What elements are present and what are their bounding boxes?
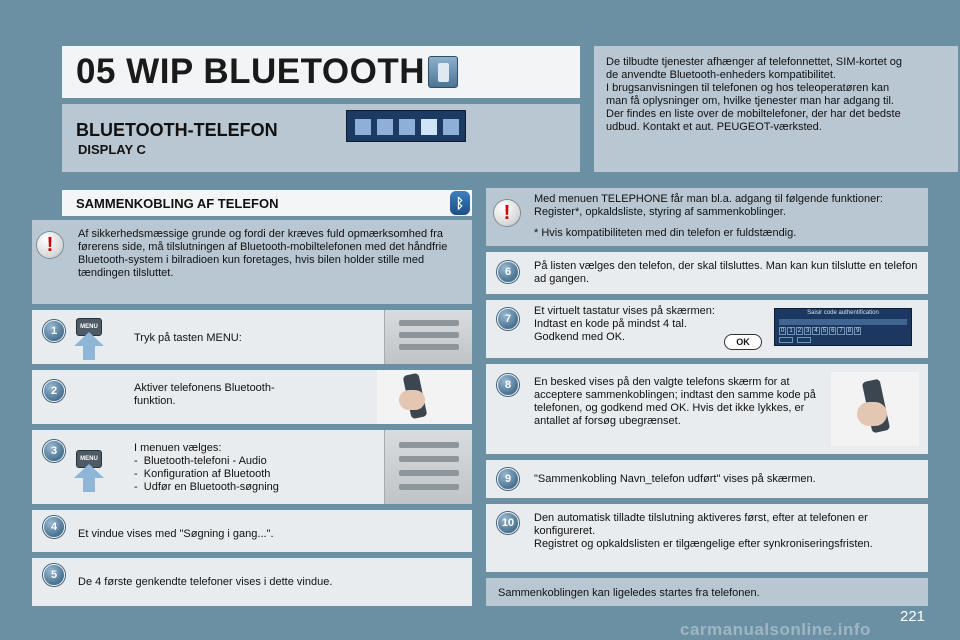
pairing-heading: SAMMENKOBLING AF TELEFON bbox=[76, 196, 279, 211]
display-screen-thumbnail bbox=[346, 110, 466, 142]
digit-key[interactable]: 7 bbox=[839, 328, 843, 334]
hand-phone-image bbox=[831, 372, 919, 446]
digit-key[interactable]: 8 bbox=[847, 328, 852, 334]
digit-key[interactable]: 3 bbox=[806, 328, 810, 334]
watermark: carmanualsonline.info bbox=[680, 620, 871, 639]
menu-option: - Konfiguration af Bluetooth bbox=[134, 468, 271, 480]
step-text: Den automatisk tilladte tilslutning aktiveres først, efter at telefonen er konfigureret. Registret og opkaldslisten er tilgængelige efter synkroniseringsfristen. bbox=[534, 512, 873, 550]
radio-panel-image bbox=[384, 310, 472, 364]
screen-title: Saisir code authentification bbox=[807, 310, 879, 316]
step-3-box bbox=[32, 430, 472, 504]
safety-warning-text: Af sikkerhedsmæssige grunde og fordi der kræves fuld opmærksomhed fra førerens side, må tilslutningen af Bluetooth-mobiltelefonen med det håndfrie Bluetooth-system i bilradioen kun foretages, hvis bilen holder stille med tændingen tilsluttet. bbox=[78, 228, 448, 279]
step-number: 3 bbox=[43, 440, 65, 462]
footer-note: Sammenkoblingen kan ligeledes startes fra telefonen. bbox=[498, 587, 760, 599]
step-number: 4 bbox=[43, 516, 65, 538]
warning-icon: ! bbox=[494, 200, 520, 226]
step-number: 8 bbox=[497, 374, 519, 396]
intro-box bbox=[594, 46, 958, 172]
step-number: 1 bbox=[43, 320, 65, 342]
ok-button[interactable]: OK bbox=[724, 334, 762, 350]
page-number: 221 bbox=[900, 608, 926, 625]
step-text: Tryk på tasten MENU: bbox=[134, 332, 242, 344]
menu-button-icon: MENU bbox=[74, 450, 104, 492]
step-7-box bbox=[486, 300, 928, 358]
digit-key[interactable]: 5 bbox=[822, 328, 827, 334]
step-6-box bbox=[486, 252, 928, 294]
compatibility-note: * Hvis kompatibiliteten med din telefon er fuldstændig. bbox=[534, 227, 797, 239]
section-title: BLUETOOTH-TELEFON bbox=[76, 120, 278, 140]
radio-panel-image bbox=[384, 430, 472, 504]
footer-note-box bbox=[486, 578, 928, 606]
phone-icon bbox=[428, 56, 458, 88]
step-intro: I menuen vælges: bbox=[134, 442, 222, 454]
bluetooth-icon: ᛒ bbox=[450, 191, 470, 215]
page-title: 05 WIP BLUETOOTH bbox=[76, 52, 425, 91]
telephone-menu-text: Med menuen TELEPHONE får man bl.a. adgang til følgende funktioner: Register*, opkaldsliste, styring af sammenkoblinger. bbox=[534, 193, 883, 218]
title-banner bbox=[62, 46, 580, 98]
digit-key[interactable]: 6 bbox=[831, 328, 835, 334]
step-2-box bbox=[32, 370, 472, 424]
step-10-box bbox=[486, 504, 928, 572]
step-text: "Sammenkobling Navn_telefon udført" vises på skærmen. bbox=[534, 473, 816, 485]
step-text: Aktiver telefonens Bluetooth-funktion. bbox=[134, 382, 275, 407]
section-header bbox=[62, 104, 580, 172]
step-number: 6 bbox=[497, 261, 519, 283]
pairing-heading-box bbox=[62, 190, 472, 216]
digit-key[interactable]: 0 bbox=[781, 328, 785, 334]
digit-key[interactable]: 9 bbox=[856, 328, 860, 334]
step-number: 2 bbox=[43, 380, 65, 402]
digit-key[interactable]: 1 bbox=[789, 328, 793, 334]
step-text: De 4 første genkendte telefoner vises i dette vindue. bbox=[78, 576, 333, 588]
display-label: DISPLAY C bbox=[78, 142, 146, 157]
virtual-keyboard-screen bbox=[774, 308, 912, 346]
step-number: 5 bbox=[43, 564, 65, 586]
step-text: En besked vises på den valgte telefons skærm for at acceptere sammenkoblingen; indtast den samme kode på telefonen, og godkend med OK. Hvis det ikke lykkes, er antallet af forsøg ubegrænset. bbox=[534, 376, 816, 427]
digit-key[interactable]: 2 bbox=[797, 328, 802, 334]
step-8-box bbox=[486, 364, 928, 454]
intro-text: De tilbudte tjenester afhænger af telefonnettet, SIM-kortet og de anvendte Bluetooth-enheders kompatibilitet. I brugsanvisningen til telefonen og hos teleoperatøren kan man få oplysninger om, hvilke tjenester man har adgang til. Der findes en liste over de mobiltelefoner, der har det bedste udbud. Kontakt et aut. PEUGEOT-værksted. bbox=[606, 56, 902, 133]
safety-warning-box bbox=[32, 220, 472, 304]
step-number: 7 bbox=[497, 308, 519, 330]
step-text: Et vindue vises med "Søgning i gang...". bbox=[78, 528, 274, 540]
step-9-box bbox=[486, 460, 928, 498]
step-number: 9 bbox=[497, 468, 519, 490]
step-number: 10 bbox=[497, 512, 519, 534]
step-1-box bbox=[32, 310, 472, 364]
telephone-menu-warning-box bbox=[486, 188, 928, 246]
step-5-box bbox=[32, 558, 472, 606]
hand-phone-image bbox=[377, 370, 472, 424]
step-text: Et virtuelt tastatur vises på skærmen: Indtast en kode på mindst 4 tal. Godkend med OK. bbox=[534, 305, 715, 343]
menu-button-icon: MENU bbox=[74, 318, 104, 360]
menu-option: - Udfør en Bluetooth-søgning bbox=[134, 481, 279, 493]
menu-option: - Bluetooth-telefoni - Audio bbox=[134, 455, 267, 467]
step-text: På listen vælges den telefon, der skal tilsluttes. Man kan kun tilslutte en telefon ad gangen. bbox=[534, 260, 918, 285]
digit-keys bbox=[779, 327, 861, 335]
digit-key[interactable]: 4 bbox=[814, 328, 818, 334]
step-4-box bbox=[32, 510, 472, 552]
warning-icon: ! bbox=[37, 232, 63, 258]
